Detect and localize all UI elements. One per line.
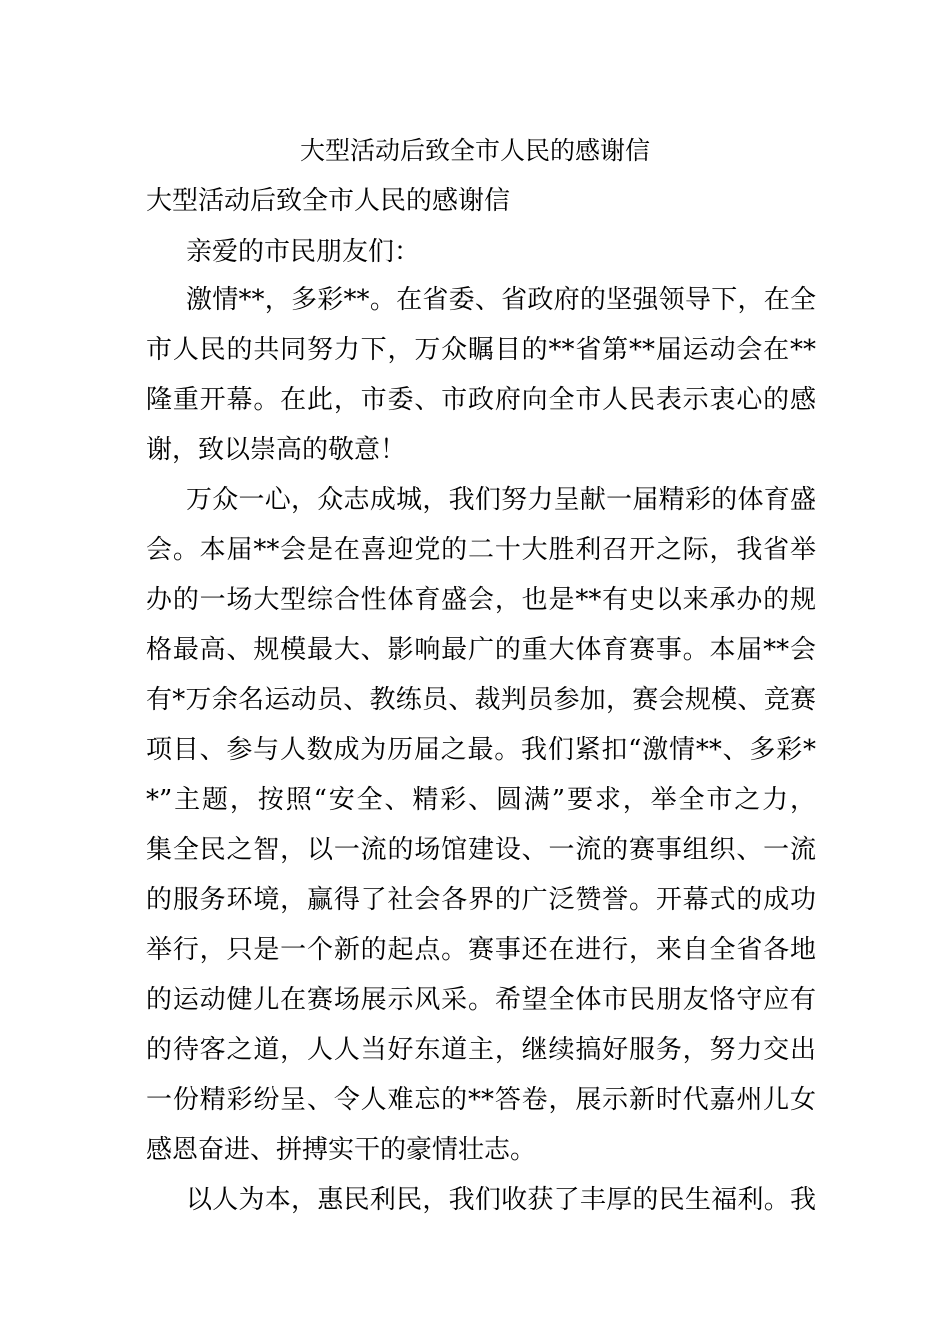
paragraph-line: 举行，只是一个新的起点。赛事还在进行，来自全省各地 bbox=[146, 935, 816, 965]
paragraph-line: *”主题，按照“安全、精彩、圆满”要求，举全市之力， bbox=[146, 785, 816, 815]
paragraph-line: 项目、参与人数成为历届之最。我们紧扣“激情**、多彩* bbox=[146, 735, 816, 765]
paragraph-line: 隆重开幕。在此，市委、市政府向全市人民表示衷心的感 bbox=[146, 385, 816, 415]
salutation: 亲爱的市民朋友们： bbox=[186, 237, 421, 267]
paragraph-line: 以人为本，惠民利民，我们收获了丰厚的民生福利。我 bbox=[186, 1185, 816, 1215]
paragraph-line: 的运动健儿在赛场展示风采。希望全体市民朋友恪守应有 bbox=[146, 985, 816, 1015]
paragraph-line: 万众一心，众志成城，我们努力呈献一届精彩的体育盛 bbox=[186, 485, 816, 515]
paragraph-line: 有*万余名运动员、教练员、裁判员参加，赛会规模、竞赛 bbox=[146, 685, 816, 715]
paragraph-line: 一份精彩纷呈、令人难忘的**答卷，展示新时代嘉州儿女 bbox=[146, 1085, 816, 1115]
paragraph-line: 办的一场大型综合性体育盛会，也是**有史以来承办的规 bbox=[146, 585, 816, 615]
paragraph-line: 感恩奋进、拼搏实干的豪情壮志。 bbox=[146, 1135, 537, 1165]
paragraph-line: 激情**，多彩**。在省委、省政府的坚强领导下，在全 bbox=[186, 285, 816, 315]
paragraph-line: 格最高、规模最大、影响最广的重大体育赛事。本届**会 bbox=[146, 635, 816, 665]
document-subtitle: 大型活动后致全市人民的感谢信 bbox=[146, 186, 511, 216]
paragraph-line: 市人民的共同努力下，万众瞩目的**省第**届运动会在** bbox=[146, 335, 816, 365]
paragraph-line: 谢，致以崇高的敬意！ bbox=[146, 435, 407, 465]
paragraph-line: 会。本届**会是在喜迎党的二十大胜利召开之际，我省举 bbox=[146, 535, 816, 565]
document-title: 大型活动后致全市人民的感谢信 bbox=[299, 136, 650, 165]
paragraph-line: 的服务环境，赢得了社会各界的广泛赞誉。开幕式的成功 bbox=[146, 885, 816, 915]
paragraph-line: 集全民之智，以一流的场馆建设、一流的赛事组织、一流 bbox=[146, 835, 816, 865]
paragraph-line: 的待客之道，人人当好东道主，继续搞好服务，努力交出 bbox=[146, 1035, 816, 1065]
